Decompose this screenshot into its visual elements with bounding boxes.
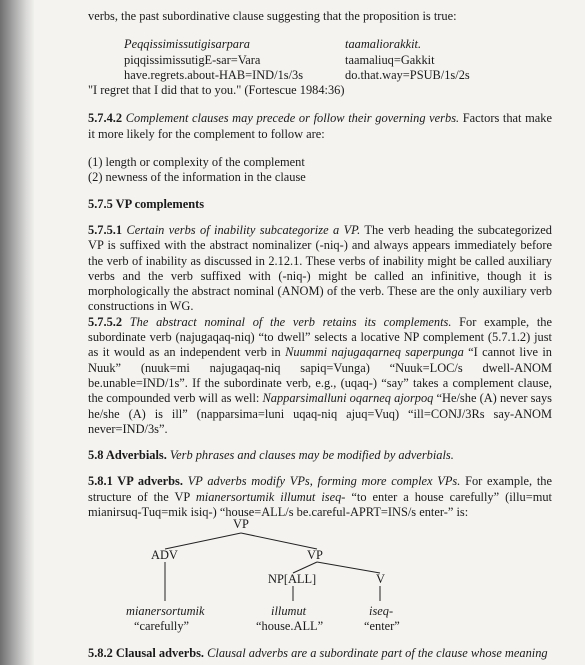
section-text: “to enter a house carefully” (illu=mut mianirsuq-Tuq=mik isiq-) “house=ALL/s be.careful-APRT=INS/s enter-” is: xyxy=(88,489,552,520)
node-vp: VP xyxy=(307,548,323,562)
example-gloss xyxy=(124,68,552,83)
section-number: 5.7.5.2 xyxy=(88,314,123,329)
example-line-1 xyxy=(124,37,552,52)
example-morph-1: piqqissimissutigE-sar=Vara xyxy=(124,52,261,67)
leaf-word-1: mianersortumik xyxy=(126,604,205,618)
branch-vp-v xyxy=(317,562,380,573)
section-text: For example, the subordinate verb (najugaqaq-niq) “to dwell” selects a locative NP complement (5.7.1.2) just as it would as an independent verb in xyxy=(88,314,552,360)
heading-5-8 xyxy=(88,448,552,463)
document-page xyxy=(88,0,552,520)
section-text: “I cannot live in Nuuk” (nuuk=mi najugaqaq-niq sapiq=Vunga) “Nuuk=LOC/s dwell-ANOM be.unable=IND/1s”. If the subordinate verb, e.g., (uqaq-) “say” takes a complement clause, the compounded verb will as well: xyxy=(88,345,552,406)
example-word-1: Peqqissimissutigisarpara xyxy=(124,37,250,52)
section-lead: Clausal adverbs are a subordinate part of the clause whose meaning xyxy=(204,646,548,660)
interlinear-example xyxy=(88,37,552,98)
section-number: 5.8.2 Clausal adverbs. xyxy=(88,646,205,660)
leaf-gloss-2: “house.ALL” xyxy=(256,619,324,633)
section-text: The verb heading the subcategorized VP is suffixed with the abstract nominalizer (-niq-) and always appears immediately before the verb of inability as discussed in 2.12.1. These verbs of inability might be called auxiliary verbs and the verb suffixed with (-niq-) might be called an infinitive, though it is morphologically the abstract nominal (ANOM) of the verb. These are the only auxiliary verb constructions in WG. xyxy=(88,222,552,314)
heading-5-7-5: 5.7.5 VP complements xyxy=(88,196,205,211)
section-5-8-2 xyxy=(88,646,552,661)
leaf-word-3: iseq- xyxy=(369,604,394,618)
node-adv: ADV xyxy=(151,548,178,562)
section-text: For example, the structure of the VP xyxy=(88,474,552,504)
list-item: (1) length or complexity of the complement xyxy=(88,155,305,170)
example-gloss-2: do.that.way=PSUB/1s/2s xyxy=(345,67,470,82)
heading-bold: 5.8 Adverbials. xyxy=(88,448,167,463)
section-lead: The abstract nominal of the verb retains its complements. xyxy=(129,314,452,329)
section-number: 5.7.5.1 xyxy=(88,222,123,237)
factor-list xyxy=(88,155,552,186)
example-italic: Napparsimalluni oqarneq ajorpoq xyxy=(262,391,434,406)
section-number: 5.8.1 VP adverbs. xyxy=(88,474,183,489)
page-gutter-shadow xyxy=(0,0,34,665)
node-root-vp: VP xyxy=(233,517,249,531)
section-text: “He/she (A) never says he/she (A) is ill” (napparsima=luni uqaq-niq ajuq=Vuq) “ill=CONJ/3Rs say-ANOM never=IND/3s”. xyxy=(88,391,552,436)
node-np-all: NP[ALL] xyxy=(268,572,317,586)
example-word-2: taamaliorakkit. xyxy=(345,37,422,52)
example-line-2 xyxy=(124,53,552,68)
section-number: 5.7.4.2 xyxy=(88,111,123,126)
branch-root-vp xyxy=(241,533,317,549)
section-5-7-5-1 xyxy=(88,223,552,315)
example-morph-2: taamaliuq=Gakkit xyxy=(345,52,435,67)
syntax-tree xyxy=(88,514,552,636)
leaf-gloss-3: “enter” xyxy=(364,619,400,633)
example-italic: mianersortumik illumut iseq- xyxy=(195,489,346,504)
list-item: (2) newness of the information in the clause xyxy=(88,170,306,185)
node-v: V xyxy=(376,572,385,586)
section-text: Factors that make it more likely for the complement to follow are: xyxy=(88,111,552,141)
example-italic: Nuummi najugaqarneq saperpunga xyxy=(285,345,464,360)
section-5-7-5-2 xyxy=(88,315,552,437)
section-lead: VP adverbs modify VPs, forming more complex VPs. xyxy=(182,474,461,489)
example-gloss-1: have.regrets.about-HAB=IND/1s/3s xyxy=(124,67,304,82)
leaf-word-2: illumut xyxy=(271,604,307,618)
intro-line: verbs, the past subordinative clause suggesting that the proposition is true: xyxy=(88,9,457,23)
section-5-7-4-2 xyxy=(88,111,552,142)
section-lead: Certain verbs of inability subcategorize a VP. xyxy=(126,222,361,237)
section-lead: Complement clauses may precede or follow their governing verbs. xyxy=(125,111,460,126)
leaf-gloss-1: “carefully” xyxy=(134,619,190,633)
heading-italic: Verb phrases and clauses may be modified by adverbials. xyxy=(166,448,454,463)
example-translation: "I regret that I did that to you." (Fortescue 1984:36) xyxy=(88,83,345,98)
branch-root-adv xyxy=(165,533,241,549)
